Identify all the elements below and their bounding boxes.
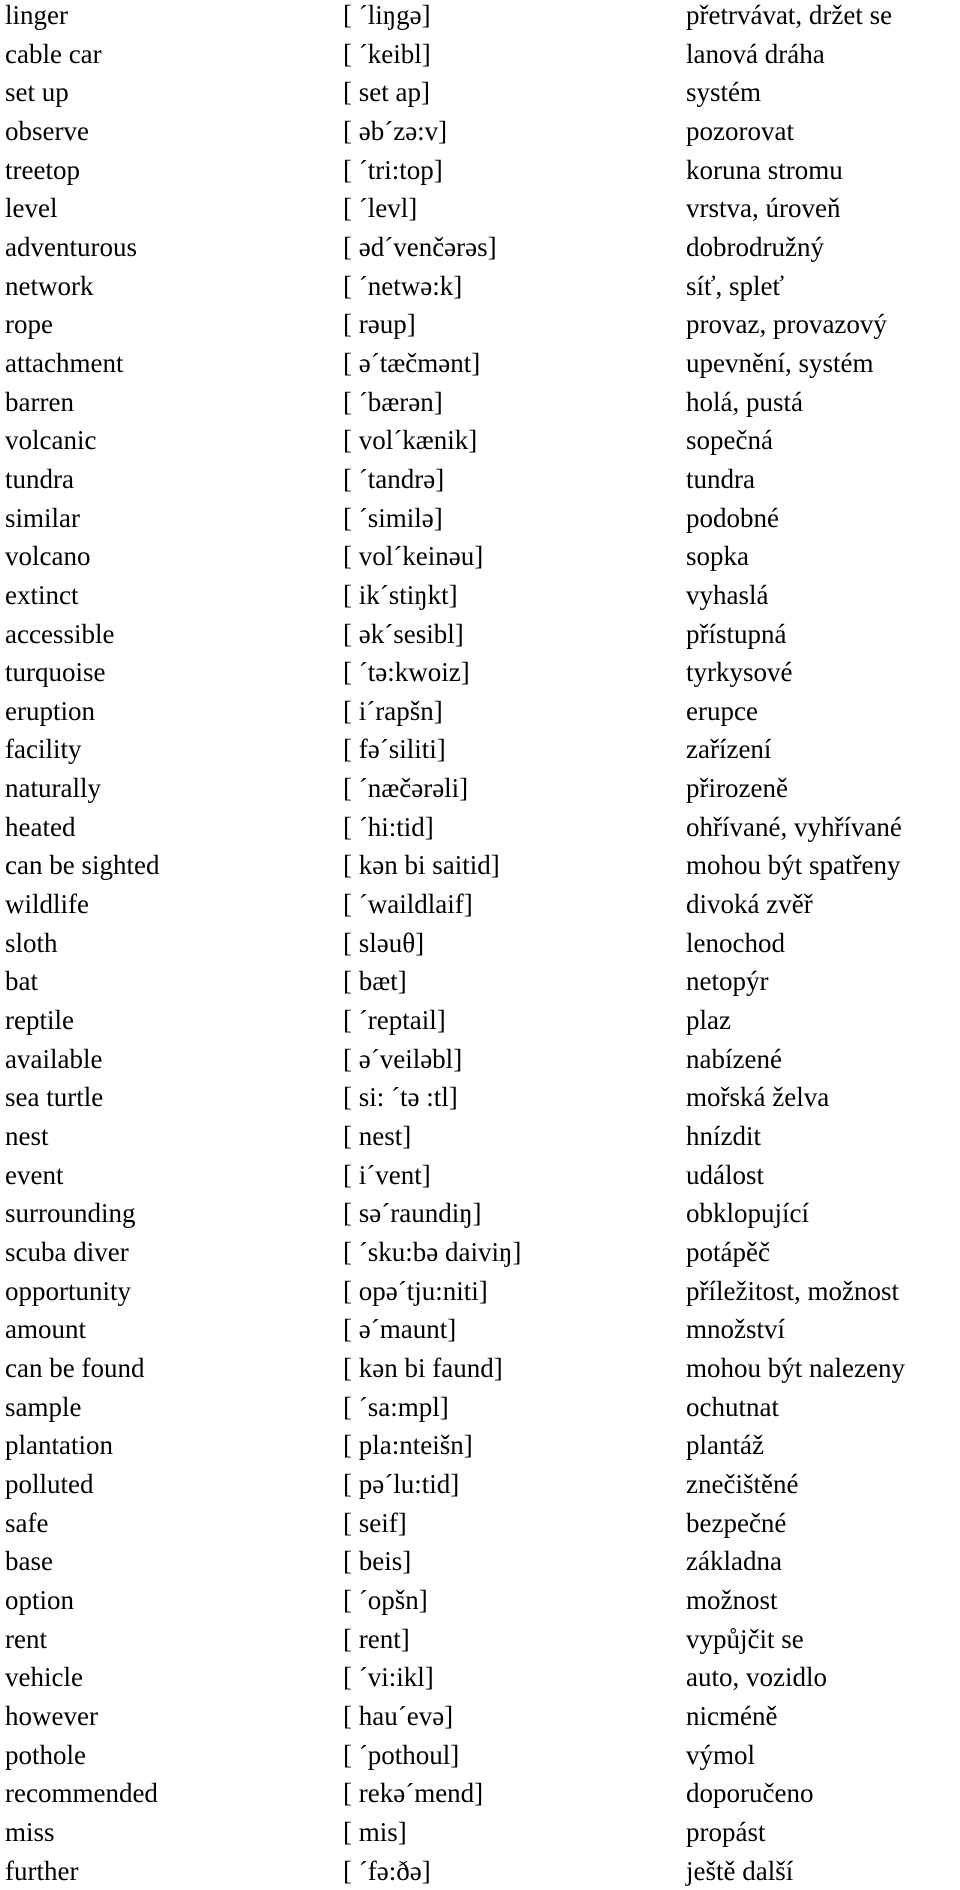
pronunciation: [ bæt] bbox=[343, 962, 407, 1001]
czech-translation: možnost bbox=[686, 1581, 778, 1620]
vocabulary-row bbox=[0, 499, 960, 538]
vocabulary-row bbox=[0, 460, 960, 499]
english-word: nest bbox=[5, 1117, 49, 1156]
pronunciation: [ ˊtə:kwoiz] bbox=[343, 653, 470, 692]
vocabulary-row bbox=[0, 383, 960, 422]
english-word: facility bbox=[5, 730, 81, 769]
vocabulary-row bbox=[0, 189, 960, 228]
english-word: vehicle bbox=[5, 1658, 83, 1697]
czech-translation: výmol bbox=[686, 1736, 755, 1775]
english-word: naturally bbox=[5, 769, 101, 808]
vocabulary-row bbox=[0, 730, 960, 769]
english-word: can be found bbox=[5, 1349, 144, 1388]
pronunciation: [ volˊkeinəu] bbox=[343, 537, 483, 576]
czech-translation: ohřívané, vyhřívané bbox=[686, 808, 902, 847]
vocabulary-row bbox=[0, 846, 960, 885]
english-word: turquoise bbox=[5, 653, 106, 692]
pronunciation: [ set ap] bbox=[343, 73, 430, 112]
english-word: recommended bbox=[5, 1774, 158, 1813]
vocabulary-row bbox=[0, 344, 960, 383]
vocabulary-row bbox=[0, 1117, 960, 1156]
pronunciation: [ volˊkænik] bbox=[343, 421, 477, 460]
czech-translation: potápěč bbox=[686, 1233, 770, 1272]
vocabulary-row bbox=[0, 1233, 960, 1272]
czech-translation: vyhaslá bbox=[686, 576, 768, 615]
czech-translation: koruna stromu bbox=[686, 151, 843, 190]
english-word: barren bbox=[5, 383, 74, 422]
english-word: sea turtle bbox=[5, 1078, 103, 1117]
pronunciation: [ əˊveiləbl] bbox=[343, 1040, 462, 1079]
czech-translation: vypůjčit se bbox=[686, 1620, 804, 1659]
pronunciation: [ ˊnetwə:k] bbox=[343, 267, 462, 306]
pronunciation: [ ˊhi:tid] bbox=[343, 808, 434, 847]
pronunciation: [ ˊbærən] bbox=[343, 383, 443, 422]
pronunciation: [ mis] bbox=[343, 1813, 407, 1852]
pronunciation: [ hauˊevə] bbox=[343, 1697, 453, 1736]
pronunciation: [ ˊtri:top] bbox=[343, 151, 443, 190]
english-word: cable car bbox=[5, 35, 102, 74]
english-word: set up bbox=[5, 73, 69, 112]
pronunciation: [ ˊreptail] bbox=[343, 1001, 446, 1040]
english-word: eruption bbox=[5, 692, 95, 731]
czech-translation: sopka bbox=[686, 537, 749, 576]
czech-translation: nabízené bbox=[686, 1040, 782, 1079]
english-word: event bbox=[5, 1156, 63, 1195]
czech-translation: propást bbox=[686, 1813, 765, 1852]
czech-translation: provaz, provazový bbox=[686, 305, 887, 344]
pronunciation: [ rent] bbox=[343, 1620, 410, 1659]
vocabulary-row bbox=[0, 615, 960, 654]
english-word: pothole bbox=[5, 1736, 86, 1775]
czech-translation: mořská želva bbox=[686, 1078, 829, 1117]
vocabulary-row bbox=[0, 1156, 960, 1195]
czech-translation: tyrkysové bbox=[686, 653, 792, 692]
pronunciation: [ rəup] bbox=[343, 305, 416, 344]
czech-translation: netopýr bbox=[686, 962, 768, 1001]
vocabulary-row bbox=[0, 1658, 960, 1697]
czech-translation: znečištěné bbox=[686, 1465, 798, 1504]
pronunciation: [ əˊmaunt] bbox=[343, 1310, 456, 1349]
pronunciation: [ pla:nteišn] bbox=[343, 1426, 473, 1465]
english-word: further bbox=[5, 1852, 78, 1890]
vocabulary-row bbox=[0, 1426, 960, 1465]
pronunciation: [ iˊvent] bbox=[343, 1156, 431, 1195]
vocabulary-row bbox=[0, 421, 960, 460]
czech-translation: erupce bbox=[686, 692, 758, 731]
vocabulary-row bbox=[0, 692, 960, 731]
pronunciation: [ səˊraundiŋ] bbox=[343, 1194, 482, 1233]
vocabulary-row bbox=[0, 653, 960, 692]
vocabulary-row bbox=[0, 1697, 960, 1736]
czech-translation: dobrodružný bbox=[686, 228, 824, 267]
czech-translation: plaz bbox=[686, 1001, 731, 1040]
czech-translation: pozorovat bbox=[686, 112, 794, 151]
english-word: polluted bbox=[5, 1465, 94, 1504]
vocabulary-row bbox=[0, 0, 960, 35]
english-word: level bbox=[5, 189, 57, 228]
english-word: heated bbox=[5, 808, 75, 847]
vocabulary-row bbox=[0, 112, 960, 151]
english-word: similar bbox=[5, 499, 80, 538]
czech-translation: bezpečné bbox=[686, 1504, 786, 1543]
vocabulary-row bbox=[0, 228, 960, 267]
english-word: reptile bbox=[5, 1001, 74, 1040]
vocabulary-row bbox=[0, 1388, 960, 1427]
pronunciation: [ opəˊtju:niti] bbox=[343, 1272, 488, 1311]
vocabulary-row bbox=[0, 1310, 960, 1349]
english-word: available bbox=[5, 1040, 102, 1079]
pronunciation: [ sləuθ] bbox=[343, 924, 424, 963]
english-word: opportunity bbox=[5, 1272, 131, 1311]
english-word: surrounding bbox=[5, 1194, 136, 1233]
vocabulary-row bbox=[0, 1852, 960, 1890]
pronunciation: [ beis] bbox=[343, 1542, 411, 1581]
vocabulary-row bbox=[0, 1272, 960, 1311]
vocabulary-row bbox=[0, 1542, 960, 1581]
vocabulary-row bbox=[0, 885, 960, 924]
pronunciation: [ əbˊzə:v] bbox=[343, 112, 447, 151]
czech-translation: přetrvávat, držet se bbox=[686, 0, 892, 35]
english-word: however bbox=[5, 1697, 98, 1736]
english-word: rent bbox=[5, 1620, 47, 1659]
vocabulary-row bbox=[0, 1504, 960, 1543]
vocabulary-row bbox=[0, 35, 960, 74]
vocabulary-row bbox=[0, 1194, 960, 1233]
czech-translation: ochutnat bbox=[686, 1388, 779, 1427]
pronunciation: [ ikˊstiŋkt] bbox=[343, 576, 458, 615]
czech-translation: nicméně bbox=[686, 1697, 777, 1736]
english-word: volcano bbox=[5, 537, 90, 576]
czech-translation: holá, pustá bbox=[686, 383, 803, 422]
pronunciation: [ si: ˊtə :tl] bbox=[343, 1078, 458, 1117]
czech-translation: základna bbox=[686, 1542, 782, 1581]
czech-translation: obklopující bbox=[686, 1194, 809, 1233]
pronunciation: [ ədˊvenčərəs] bbox=[343, 228, 497, 267]
vocabulary-row bbox=[0, 1349, 960, 1388]
vocabulary-row bbox=[0, 1774, 960, 1813]
vocabulary-row bbox=[0, 1736, 960, 1775]
pronunciation: [ ˊnæčərəli] bbox=[343, 769, 468, 808]
pronunciation: [ ˊsimilə] bbox=[343, 499, 443, 538]
czech-translation: doporučeno bbox=[686, 1774, 813, 1813]
czech-translation: systém bbox=[686, 73, 761, 112]
pronunciation: [ ˊpothoul] bbox=[343, 1736, 459, 1775]
english-word: volcanic bbox=[5, 421, 96, 460]
english-word: treetop bbox=[5, 151, 80, 190]
english-word: network bbox=[5, 267, 93, 306]
vocabulary-row bbox=[0, 537, 960, 576]
english-word: wildlife bbox=[5, 885, 89, 924]
english-word: scuba diver bbox=[5, 1233, 129, 1272]
english-word: base bbox=[5, 1542, 53, 1581]
pronunciation: [ kən bi faund] bbox=[343, 1349, 503, 1388]
czech-translation: ještě další bbox=[686, 1852, 793, 1890]
vocabulary-row bbox=[0, 267, 960, 306]
czech-translation: přirozeně bbox=[686, 769, 788, 808]
pronunciation: [ kən bi saitid] bbox=[343, 846, 500, 885]
english-word: adventurous bbox=[5, 228, 137, 267]
vocabulary-row bbox=[0, 1581, 960, 1620]
pronunciation: [ rekəˊmend] bbox=[343, 1774, 483, 1813]
czech-translation: podobné bbox=[686, 499, 779, 538]
czech-translation: plantáž bbox=[686, 1426, 764, 1465]
czech-translation: příležitost, možnost bbox=[686, 1272, 899, 1311]
pronunciation: [ ˊkeibl] bbox=[343, 35, 431, 74]
czech-translation: událost bbox=[686, 1156, 764, 1195]
czech-translation: lenochod bbox=[686, 924, 785, 963]
czech-translation: přístupná bbox=[686, 615, 787, 654]
pronunciation: [ əkˊsesibl] bbox=[343, 615, 464, 654]
english-word: accessible bbox=[5, 615, 114, 654]
czech-translation: sopečná bbox=[686, 421, 773, 460]
czech-translation: vrstva, úroveň bbox=[686, 189, 840, 228]
czech-translation: lanová dráha bbox=[686, 35, 825, 74]
english-word: sample bbox=[5, 1388, 81, 1427]
czech-translation: mohou být spatřeny bbox=[686, 846, 900, 885]
vocabulary-row bbox=[0, 924, 960, 963]
english-word: extinct bbox=[5, 576, 78, 615]
pronunciation: [ seif] bbox=[343, 1504, 407, 1543]
czech-translation: zařízení bbox=[686, 730, 771, 769]
english-word: attachment bbox=[5, 344, 123, 383]
english-word: sloth bbox=[5, 924, 58, 963]
english-word: tundra bbox=[5, 460, 74, 499]
czech-translation: síť, spleť bbox=[686, 267, 784, 306]
czech-translation: hnízdit bbox=[686, 1117, 761, 1156]
pronunciation: [ fəˊsiliti] bbox=[343, 730, 446, 769]
english-word: safe bbox=[5, 1504, 48, 1543]
czech-translation: tundra bbox=[686, 460, 755, 499]
pronunciation: [ ˊfə:ðə] bbox=[343, 1852, 431, 1890]
english-word: linger bbox=[5, 0, 68, 35]
vocabulary-row bbox=[0, 1620, 960, 1659]
pronunciation: [ ˊopšn] bbox=[343, 1581, 428, 1620]
english-word: plantation bbox=[5, 1426, 113, 1465]
pronunciation: [ ˊsku:bə daiviŋ] bbox=[343, 1233, 521, 1272]
pronunciation: [ ˊwaildlaif] bbox=[343, 885, 473, 924]
english-word: miss bbox=[5, 1813, 55, 1852]
vocabulary-row bbox=[0, 73, 960, 112]
vocabulary-row bbox=[0, 769, 960, 808]
vocabulary-row bbox=[0, 962, 960, 1001]
english-word: rope bbox=[5, 305, 53, 344]
english-word: amount bbox=[5, 1310, 86, 1349]
vocabulary-row bbox=[0, 151, 960, 190]
pronunciation: [ nest] bbox=[343, 1117, 411, 1156]
english-word: option bbox=[5, 1581, 74, 1620]
czech-translation: množství bbox=[686, 1310, 785, 1349]
vocabulary-row bbox=[0, 576, 960, 615]
czech-translation: divoká zvěř bbox=[686, 885, 813, 924]
vocabulary-row bbox=[0, 1001, 960, 1040]
vocabulary-row bbox=[0, 1078, 960, 1117]
pronunciation: [ ˊvi:ikl] bbox=[343, 1658, 434, 1697]
pronunciation: [ ˊliŋgə] bbox=[343, 0, 431, 35]
vocabulary-row bbox=[0, 1040, 960, 1079]
czech-translation: mohou být nalezeny bbox=[686, 1349, 905, 1388]
pronunciation: [ əˊtæčmənt] bbox=[343, 344, 480, 383]
pronunciation: [ ˊsa:mpl] bbox=[343, 1388, 449, 1427]
vocabulary-row bbox=[0, 1465, 960, 1504]
czech-translation: auto, vozidlo bbox=[686, 1658, 827, 1697]
pronunciation: [ ˊlevl] bbox=[343, 189, 417, 228]
vocabulary-row bbox=[0, 808, 960, 847]
vocabulary-row bbox=[0, 1813, 960, 1852]
pronunciation: [ ˊtandrə] bbox=[343, 460, 444, 499]
pronunciation: [ pəˊlu:tid] bbox=[343, 1465, 459, 1504]
english-word: observe bbox=[5, 112, 89, 151]
english-word: bat bbox=[5, 962, 38, 1001]
english-word: can be sighted bbox=[5, 846, 159, 885]
vocabulary-row bbox=[0, 305, 960, 344]
pronunciation: [ iˊrapšn] bbox=[343, 692, 443, 731]
czech-translation: upevnění, systém bbox=[686, 344, 873, 383]
